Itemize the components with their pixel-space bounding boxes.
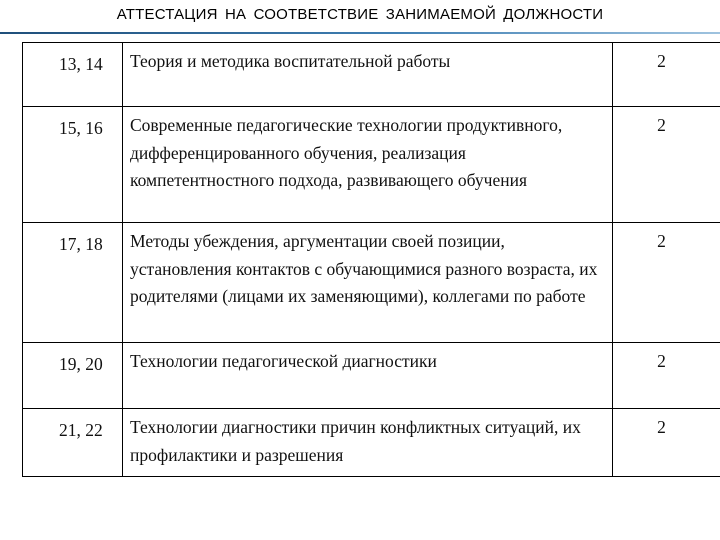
- topic-text: Технологии педагогической диагностики: [123, 343, 613, 409]
- schedule-table: [22, 42, 720, 477]
- slide-header: [0, 0, 720, 32]
- lesson-numbers: 17, 18: [23, 223, 123, 343]
- schedule-table-container: [22, 42, 720, 477]
- page-title: АТТЕСТАЦИЯ НА СООТВЕТСТВИЕ ЗАНИМАЕМОЙ ДОЛЖНОСТИ: [116, 6, 604, 23]
- lesson-numbers: 19, 20: [23, 343, 123, 409]
- lesson-numbers: 15, 16: [23, 107, 123, 223]
- hours-value: 2: [613, 43, 720, 107]
- hours-value: 2: [613, 409, 720, 477]
- hours-value: 2: [613, 107, 720, 223]
- lesson-numbers: 21, 22: [23, 409, 123, 477]
- table-row: [23, 343, 720, 409]
- header-rule: [0, 32, 720, 34]
- table-row: [23, 43, 720, 107]
- table-row: [23, 107, 720, 223]
- table-row: [23, 409, 720, 477]
- topic-text: Теория и методика воспитательной работы: [123, 43, 613, 107]
- topic-text: Методы убеждения, аргументации своей позиции, установления контактов с обучающимися разного возраста, их родителями (лицами их заменяющими), коллегами по работе: [123, 223, 613, 343]
- hours-value: 2: [613, 343, 720, 409]
- topic-text: Современные педагогические технологии продуктивного, дифференцированного обучения, реализация компетентностного подхода, развивающего обучения: [123, 107, 613, 223]
- lesson-numbers: 13, 14: [23, 43, 123, 107]
- table-row: [23, 223, 720, 343]
- hours-value: 2: [613, 223, 720, 343]
- topic-text: Технологии диагностики причин конфликтных ситуаций, их профилактики и разрешения: [123, 409, 613, 477]
